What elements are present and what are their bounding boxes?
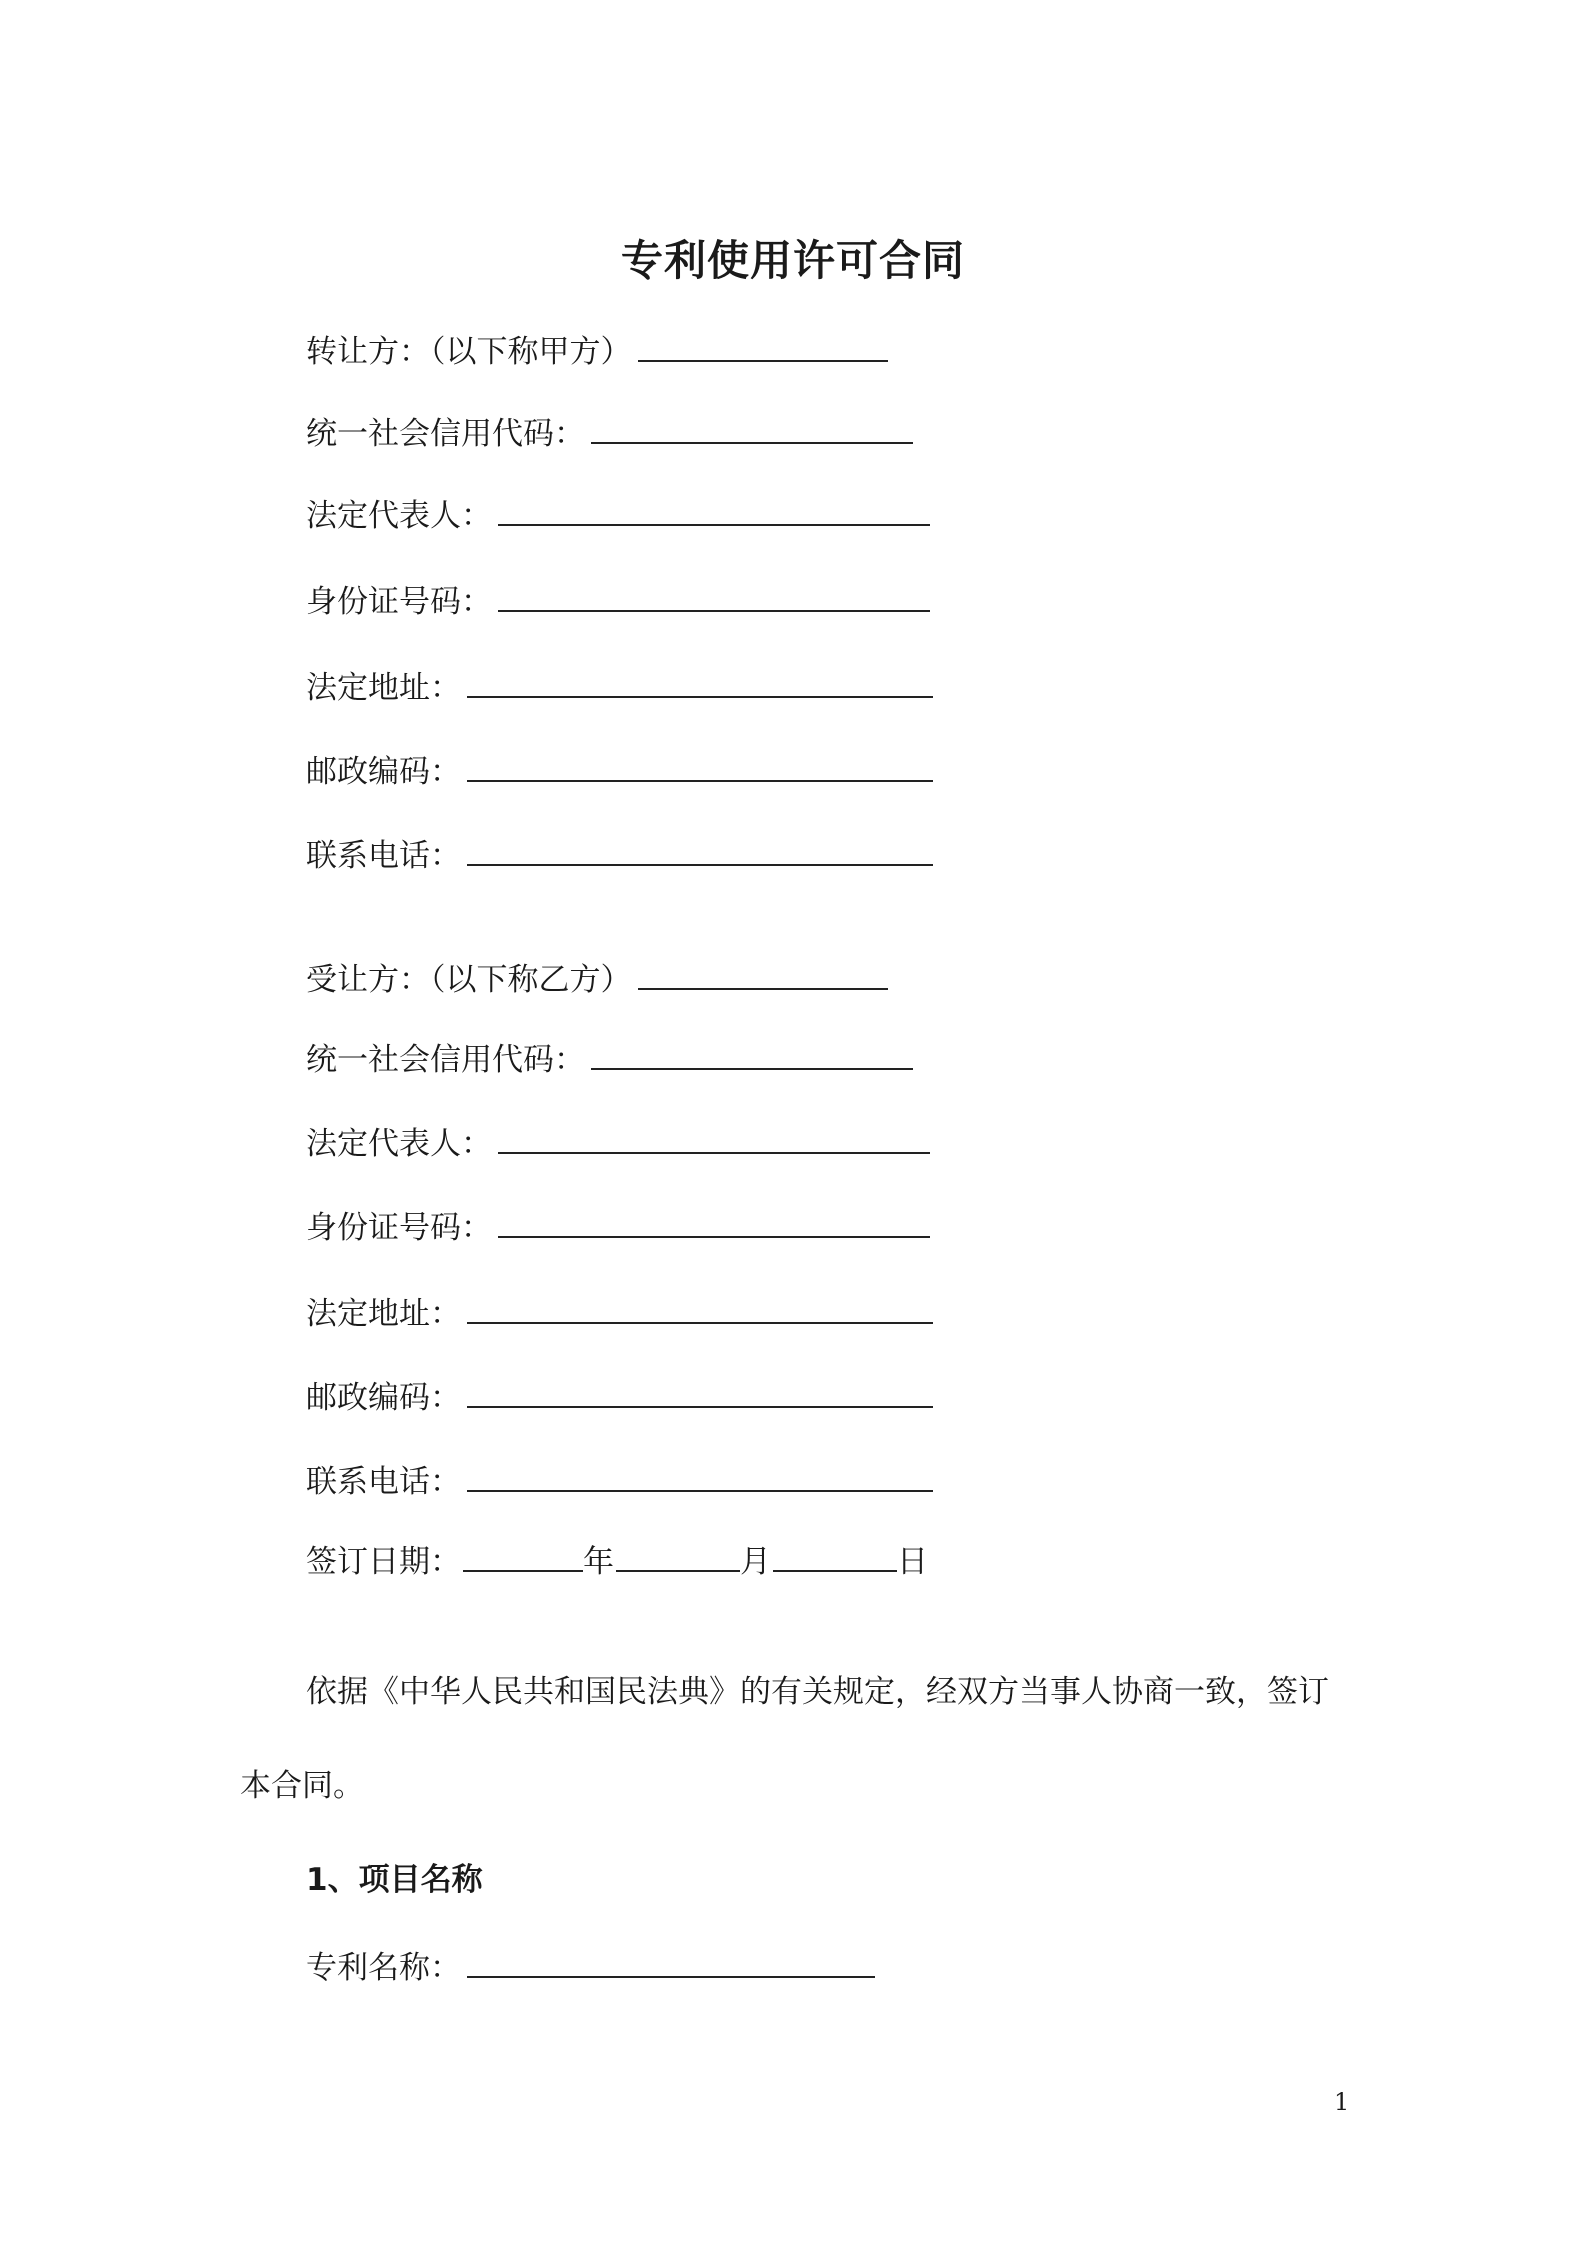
party-b-postcode-blank[interactable] xyxy=(467,1378,933,1408)
field-label: 法定代表人： xyxy=(306,1126,492,1162)
party-b-heading-line xyxy=(306,958,888,1002)
party-b-postcode-line xyxy=(306,1376,933,1420)
party-b-phone-line xyxy=(306,1460,933,1504)
day-label: 日 xyxy=(897,1544,928,1580)
page-number: 1 xyxy=(1334,2088,1350,2116)
party-a-postcode-blank[interactable] xyxy=(467,752,933,782)
signing-month-blank[interactable] xyxy=(616,1542,740,1572)
party-b-address-line xyxy=(306,1292,933,1336)
party-b-id-number-blank[interactable] xyxy=(498,1208,930,1238)
party-a-legal-rep-blank[interactable] xyxy=(498,496,930,526)
party-a-phone-line xyxy=(306,834,933,878)
party-a-id-number-line xyxy=(306,580,930,624)
party-a-address-line xyxy=(306,666,933,710)
party-b-credit-code-blank[interactable] xyxy=(591,1040,913,1070)
party-a-heading: 转让方：（以下称甲方） xyxy=(306,334,632,370)
field-label: 联系电话： xyxy=(306,838,461,874)
field-label: 联系电话： xyxy=(306,1464,461,1500)
party-a-id-number-blank[interactable] xyxy=(498,582,930,612)
party-b-name-blank[interactable] xyxy=(638,960,888,990)
party-a-heading-line xyxy=(306,330,888,374)
patent-name-label: 专利名称： xyxy=(306,1950,461,1986)
field-label: 身份证号码： xyxy=(306,584,492,620)
patent-name-line xyxy=(306,1946,875,1990)
patent-name-blank[interactable] xyxy=(467,1948,875,1978)
party-a-postcode-line xyxy=(306,750,933,794)
signing-year-blank[interactable] xyxy=(463,1542,583,1572)
field-label: 法定地址： xyxy=(306,1296,461,1332)
signing-date-label: 签订日期： xyxy=(306,1544,461,1580)
party-b-legal-rep-line xyxy=(306,1122,930,1166)
field-label: 身份证号码： xyxy=(306,1210,492,1246)
document-title: 专利使用许可合同 xyxy=(620,236,965,285)
party-b-heading: 受让方：（以下称乙方） xyxy=(306,962,632,998)
month-label: 月 xyxy=(740,1544,771,1580)
field-label: 统一社会信用代码： xyxy=(306,416,585,452)
year-label: 年 xyxy=(583,1544,614,1580)
field-label: 邮政编码： xyxy=(306,754,461,790)
signing-day-blank[interactable] xyxy=(773,1542,897,1572)
party-b-address-blank[interactable] xyxy=(467,1294,933,1324)
party-b-id-number-line xyxy=(306,1206,930,1250)
party-a-credit-code-blank[interactable] xyxy=(591,414,913,444)
party-b-phone-blank[interactable] xyxy=(467,1462,933,1492)
intro-line-1: 依据《中华人民共和国民法典》的有关规定，经双方当事人协商一致，签订 xyxy=(306,1674,1329,1710)
section-1-heading: 1、项目名称 xyxy=(306,1862,483,1898)
signing-date-line xyxy=(306,1540,928,1584)
party-a-address-blank[interactable] xyxy=(467,668,933,698)
field-label: 法定地址： xyxy=(306,670,461,706)
party-a-name-blank[interactable] xyxy=(638,332,888,362)
field-label: 统一社会信用代码： xyxy=(306,1042,585,1078)
party-a-legal-rep-line xyxy=(306,494,930,538)
party-b-credit-code-line xyxy=(306,1038,913,1082)
field-label: 邮政编码： xyxy=(306,1380,461,1416)
party-a-credit-code-line xyxy=(306,412,913,456)
field-label: 法定代表人： xyxy=(306,498,492,534)
intro-line-2: 本合同。 xyxy=(240,1768,364,1804)
party-b-legal-rep-blank[interactable] xyxy=(498,1124,930,1154)
party-a-phone-blank[interactable] xyxy=(467,836,933,866)
